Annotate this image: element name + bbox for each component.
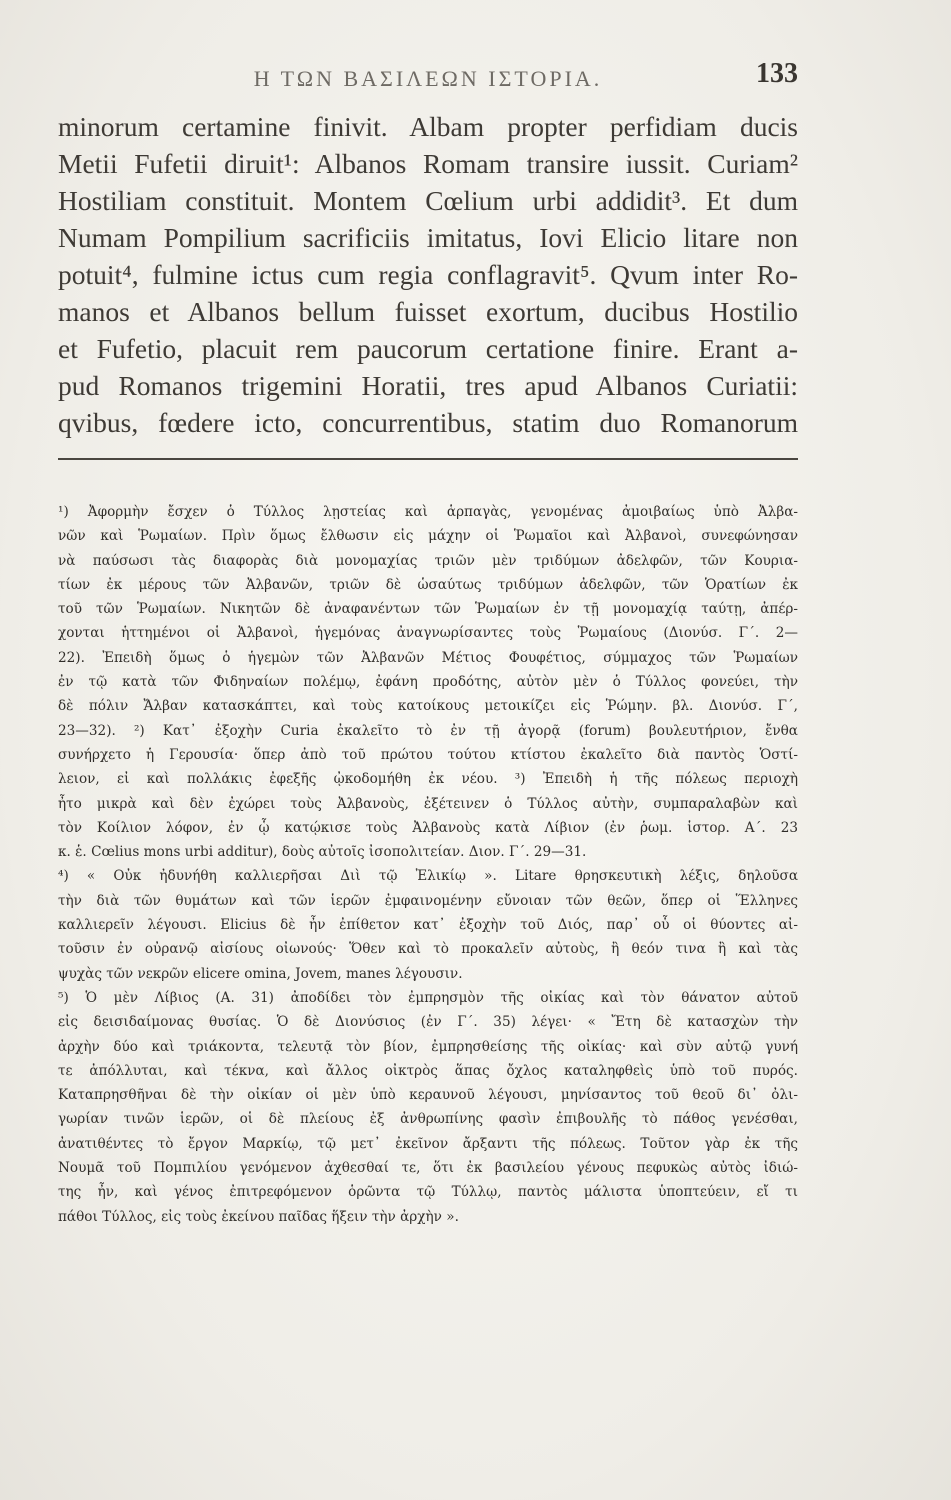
footnotes-block xyxy=(58,500,798,1229)
footnote-line: γωρίαν τινῶν ἱερῶν, οἱ δὲ πλείους ἐξ ἀνθρωπίνης φασὶν ἐπιβουλῆς τὸ πάθος γενέσθαι, xyxy=(58,1111,798,1128)
footnote-line: ⁵) Ὁ μὲν Λίβιος (Α. 31) ἀποδίδει τὸν ἐμπρησμὸν τῆς οἰκίας καὶ τὸν θάνατον αὐτοῦ xyxy=(58,989,798,1006)
page-header xyxy=(58,58,798,98)
footnote-line: καλλιερεῖν λέγουσι. Elicius δὲ ἦν ἐπίθετον κατ᾽ ἐξοχὴν τοῦ Διός, παρ᾽ οὗ οἱ θύοντες αἰ- xyxy=(58,917,798,934)
footnote-line: ἀνατιθέντες τὸ ἔργον Μαρκίῳ, τῷ μετ᾽ ἐκεῖνον ἄρξαντι τῆς πόλεως. Τοῦτον γὰρ ἐκ τῆς xyxy=(58,1135,798,1152)
footnote-line: νῶν καὶ Ῥωμαίων. Πρὶν ὅμως ἔλθωσιν εἰς μάχην οἱ Ῥωμαῖοι καὶ Ἀλβανοὶ, συνεφώνησαν xyxy=(58,528,798,545)
footnote-line: λειον, εἰ καὶ πολλάκις ἐφεξῆς ᾠκοδομήθη ἐκ νέου. ³) Ἐπειδὴ ἡ τῆς πόλεως περιοχὴ xyxy=(58,771,798,788)
main-text-line: et Fufetio, placuit rem paucorum certatione finire. Erant a- xyxy=(58,333,798,364)
footnote-line: τοῦσιν ἐν οὐρανῷ αἰσίους οἰωνούς· Ὅθεν καὶ τὸ προκαλεῖν αὐτοὺς, ἢ θεόν τινα ἢ καὶ τὰς xyxy=(58,941,798,958)
footnote-line: τὴν διὰ τῶν θυμάτων καὶ τῶν ἱερῶν ἐμφαινομένην εὔνοιαν τῶν θεῶν, ὅπερ οἱ Ἕλληνες xyxy=(58,892,798,909)
footnote-line: ἀρχὴν δύο καὶ τριάκοντα, τελευτᾷ τὸν βίον, ἐμπρησθείσης τῆς οἰκίας· καὶ σὺν αὐτῷ γυνή xyxy=(58,1038,798,1055)
main-text-line: Metii Fufetii diruit¹: Albanos Romam transire iussit. Curiam² xyxy=(58,148,798,179)
footnote-line: εἰς δεισιδαίμονας θυσίας. Ὁ δὲ Διονύσιος (ἐν Γ΄. 35) λέγει· « Ἔτη δὲ κατασχὼν τὴν xyxy=(58,1014,798,1031)
footnote-line: ἐν τῷ κατὰ τῶν Φιδηναίων πολέμῳ, ἐφάνη προδότης, αὐτὸν μὲν ὁ Τύλλος φονεύει, τὴν xyxy=(58,674,798,691)
main-text-line: Numam Pompilium sacrificiis imitatus, Iovi Elicio litare non xyxy=(58,222,798,253)
footnote-line: πάθοι Τύλλος, εἰς τοὺς ἐκείνου παῖδας ἥξειν τὴν ἀρχὴν ». xyxy=(58,1208,459,1225)
footnote-line: ¹) Ἀφορμὴν ἔσχεν ὁ Τύλλος λῃστείας καὶ ἁρπαγὰς, γενομένας ἀμοιβαίως ὑπὸ Ἀλβα- xyxy=(58,504,798,520)
main-text-line: minorum certamine finivit. Albam propter perfidiam ducis xyxy=(58,111,798,142)
footnote-line: ψυχὰς τῶν νεκρῶν elicere omina, Jovem, manes λέγουσιν. xyxy=(58,965,463,982)
footnote-line: της ἦν, καὶ γένος ἐπιτρεφόμενον ὁρῶντα τῷ Τύλλῳ, παντὸς μάλιστα ὑποπτεύειν, εἴ τι xyxy=(58,1184,798,1201)
footnote-line: δὲ πόλιν Ἄλβαν κατασκάπτει, καὶ τοὺς κατοίκους μετοικίζει εἰς Ῥώμην. βλ. Διονύσ. Γ΄, xyxy=(58,698,798,715)
main-text-line: pud Romanos trigemini Horatii, tres apud Albanos Curiatii: xyxy=(58,370,798,401)
footnote-line: 23—32). ²) Κατ᾽ ἐξοχὴν Curia ἐκαλεῖτο τὸ ἐν τῇ ἀγορᾷ (forum) βουλευτήριον, ἔνθα xyxy=(58,722,798,739)
main-text-line: qvibus, fœdere icto, concurrentibus, statim duo Romanorum xyxy=(58,407,798,438)
footnote-line: 22). Ἐπειδὴ ὅμως ὁ ἡγεμὼν τῶν Ἀλβανῶν Μέτιος Φουφέτιος, σύμμαχος τῶν Ῥωμαίων xyxy=(58,649,798,666)
main-text-line: manos et Albanos bellum fuisset exortum, ducibus Hostilio xyxy=(58,296,798,327)
footnote-line: τοῦ τῶν Ῥωμαίων. Νικητῶν δὲ ἀναφανέντων τῶν Ῥωμαίων ἐν τῇ μονομαχίᾳ ταύτῃ, ἀπέρ- xyxy=(58,601,798,618)
page-number: 133 xyxy=(756,58,798,89)
main-text-line: Hostiliam constituit. Montem Cœlium urbi addidit³. Et dum xyxy=(58,185,798,216)
footnote-line: ἦτο μικρὰ καὶ δὲν ἐχώρει τοὺς Ἀλβανοὺς, ἐξέτεινεν ὁ Τύλλος αὐτὴν, συμπαραλαβὼν καὶ xyxy=(58,795,798,812)
footnote-line: τε ἀπόλλυται, καὶ τέκνα, καὶ ἄλλος οἰκτρὸς ἅπας ὄχλος καταληφθεὶς ὑπὸ τοῦ πυρός. xyxy=(58,1062,798,1079)
footnote-line: ⁴) « Οὐκ ἠδυνήθη καλλιερῆσαι Διὶ τῷ Ἐλικίῳ ». Litare θρησκευτικὴ λέξις, δηλοῦσα xyxy=(58,868,798,885)
running-title: Η ΤΩΝ ΒΑΣΙΛΕΩΝ ΙΣΤΟΡΙΑ. xyxy=(253,66,603,91)
footnote-line: χονται ἡττημένοι οἱ Ἀλβανοὶ, ἡγεμόνας ἀναγνωρίσαντες τοὺς Ῥωμαίους (Διονύσ. Γ΄. 2— xyxy=(58,625,798,642)
footnote-line: Καταπρησθῆναι δὲ τὴν οἰκίαν οἱ μὲν ὑπὸ κεραυνοῦ λέγουσι, μηνίσαντος τοῦ θεοῦ δι᾽ ὀλι- xyxy=(58,1087,798,1104)
footnote-separator-rule xyxy=(58,458,798,460)
footnote-line: Νουμᾶ τοῦ Πομπιλίου γενόμενον ἀχθεσθαί τε, ὅτι ἐκ βασιλείου γένους πεφυκὼς αὐτὸς ἰδιώ- xyxy=(58,1160,798,1177)
main-text-body xyxy=(58,108,798,441)
footnote-line: τίων ἐκ μέρους τῶν Ἀλβανῶν, τριῶν δὲ ὡσαύτως τριδύμων ἀδελφῶν, τῶν Ὁρατίων ἐκ xyxy=(58,576,798,593)
footnote-line: τὸν Κοίλιον λόφον, ἐν ᾧ κατῴκισε τοὺς Ἀλβανοὺς κατὰ Λίβιον (ἐν ῥωμ. ἱστορ. Α΄. 23 xyxy=(58,819,798,836)
main-text-line: potuit⁴, fulmine ictus cum regia conflagravit⁵. Qvum inter Ro- xyxy=(58,259,798,290)
footnote-line: νὰ παύσωσι τὰς διαφορὰς διὰ μονομαχίας τριῶν μὲν τριδύμων ἀδελφῶν, τῶν Κουρια- xyxy=(58,552,798,569)
footnote-line: κ. ἑ. Cœlius mons urbi additur), δοὺς αὐτοῖς ἰσοπολιτείαν. Διον. Γ΄. 29—31. xyxy=(58,844,587,861)
footnote-line: συνήρχετο ἡ Γερουσία· ὅπερ ἀπὸ τοῦ πρώτου τούτου κτίστου ἐκαλεῖτο διὰ παντὸς Ὁστί- xyxy=(58,746,798,763)
